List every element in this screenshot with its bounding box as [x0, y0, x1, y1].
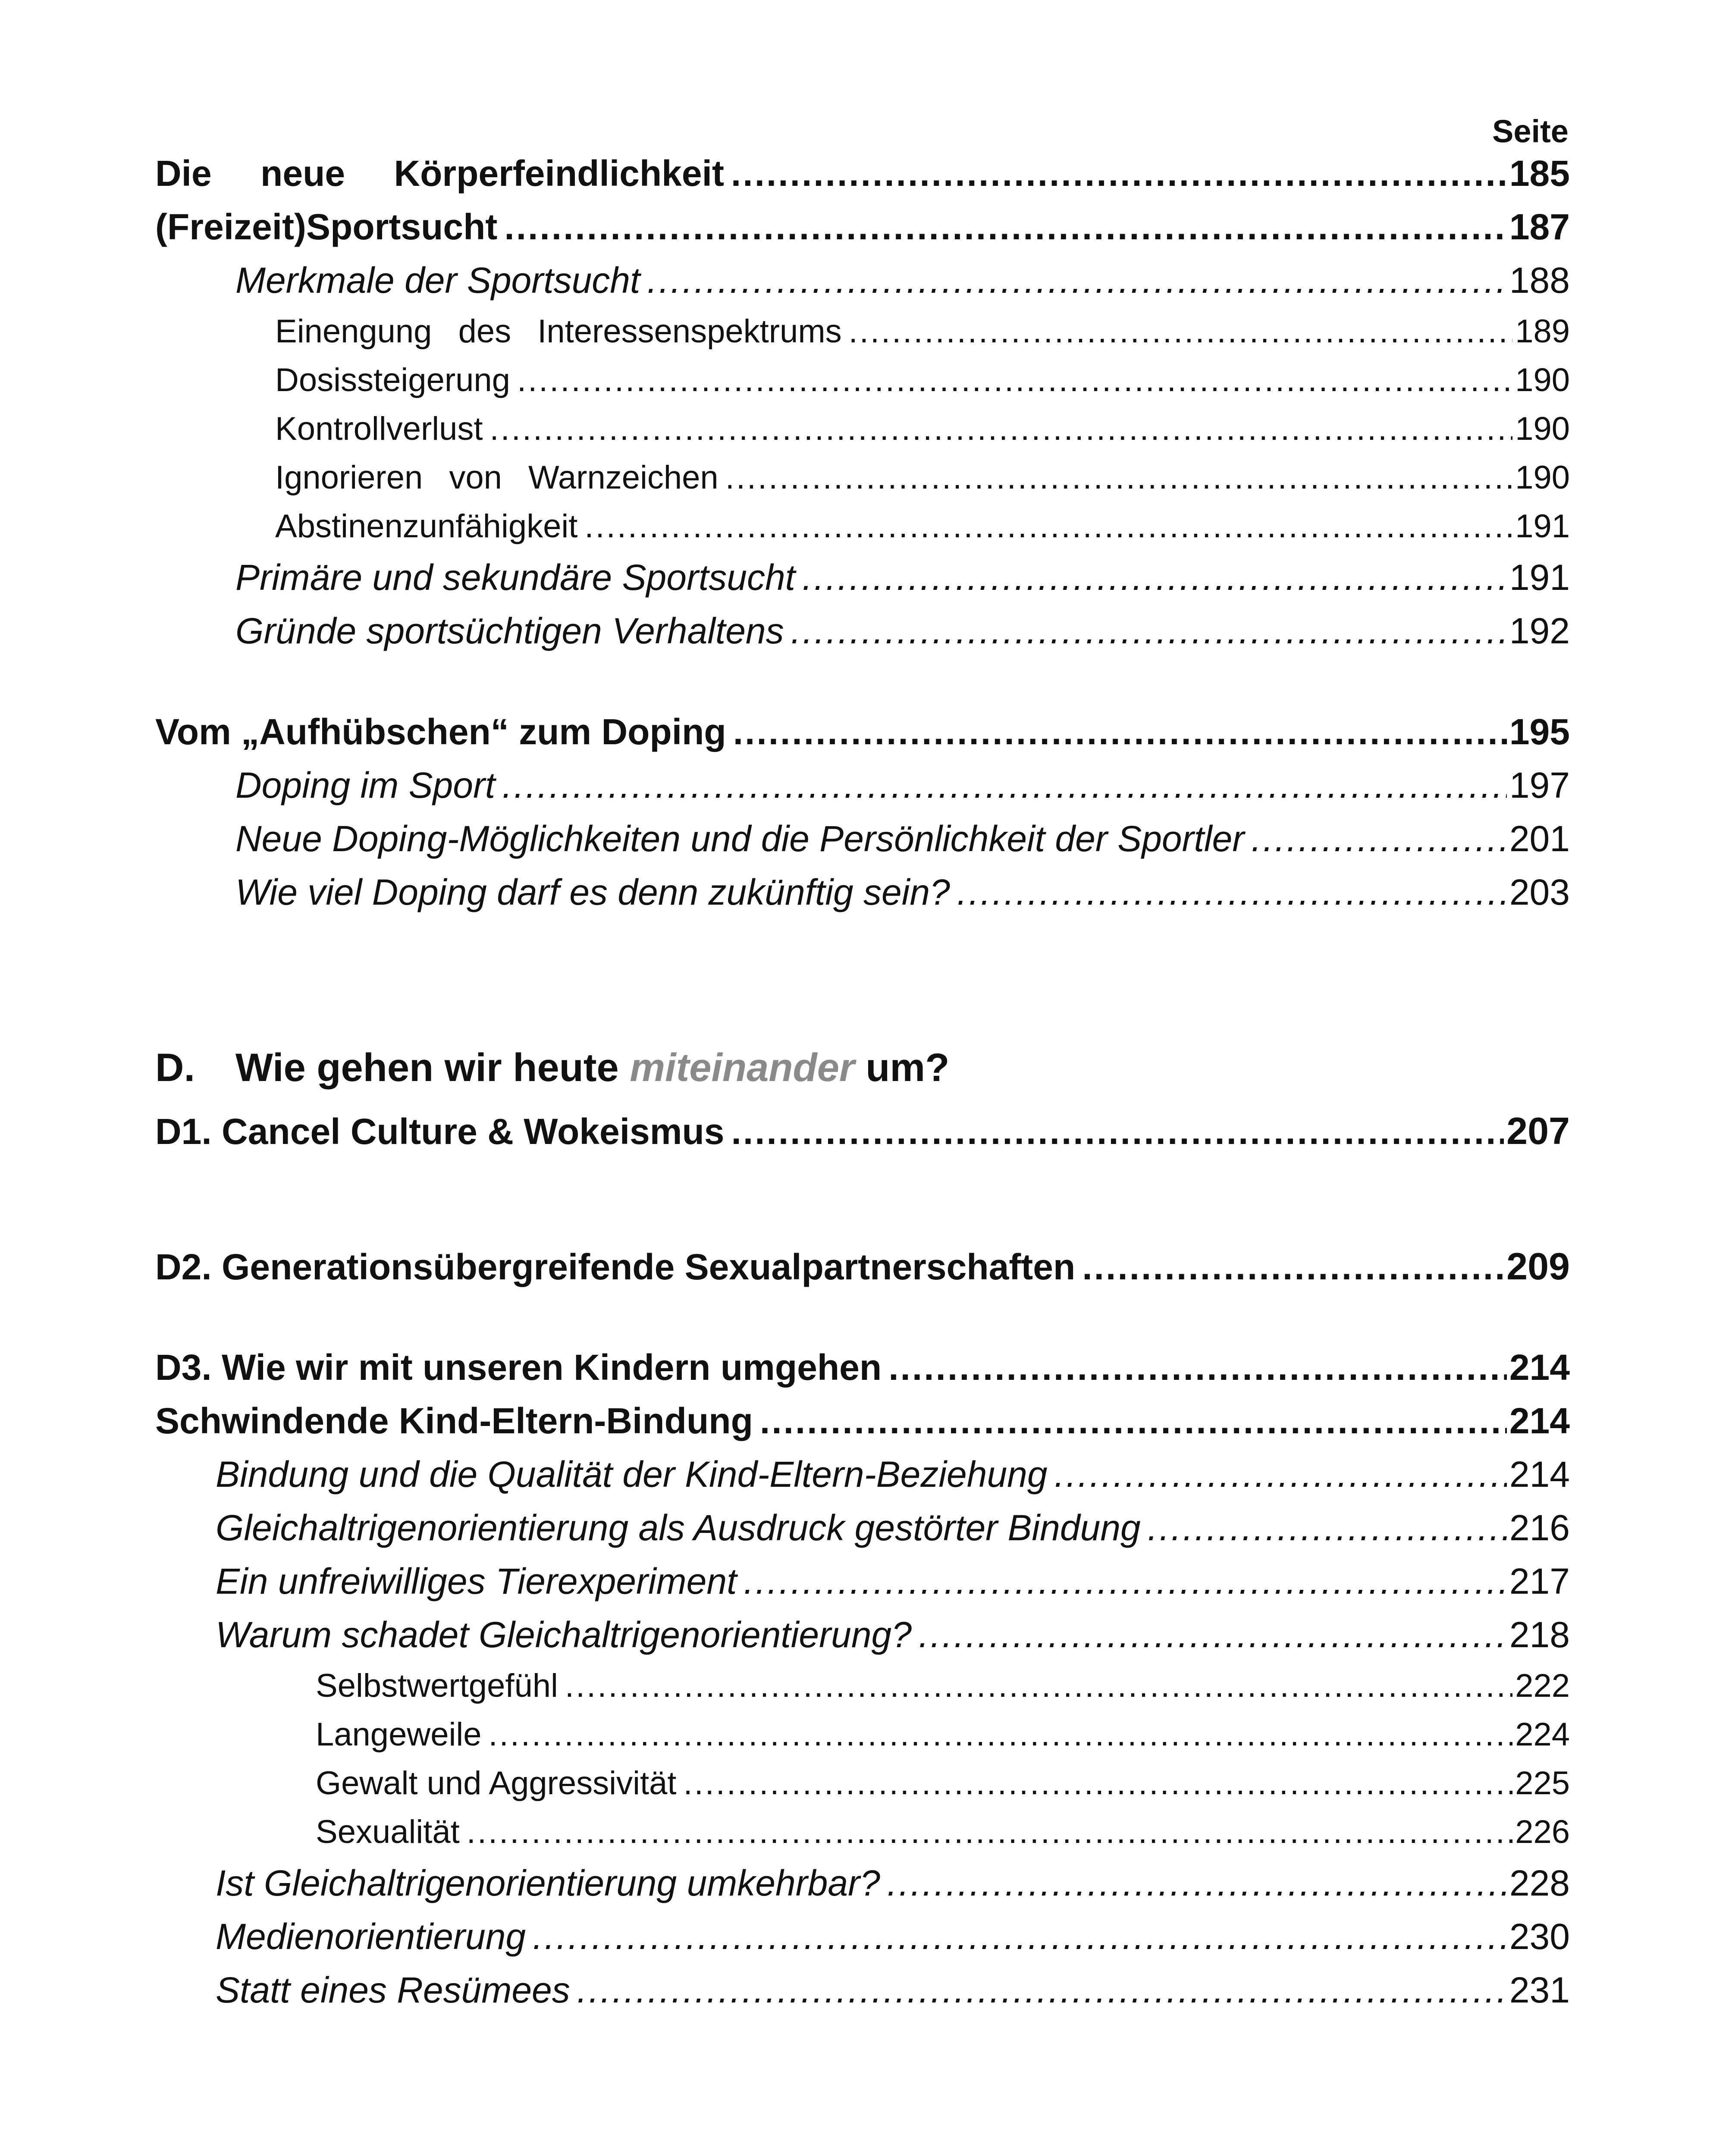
toc-entry-title: D3. Wie wir mit unseren Kindern umgehen — [155, 1347, 882, 1388]
toc-entry — [155, 1710, 1570, 1759]
toc-entry — [155, 1448, 1570, 1501]
toc-page-number: 185 — [1509, 153, 1570, 194]
toc-page-number: 188 — [1509, 260, 1570, 301]
spacer — [155, 658, 1570, 705]
toc-entry — [155, 1501, 1570, 1554]
dot-leader — [504, 200, 1506, 254]
toc-entry — [155, 1856, 1570, 1910]
toc-entry-title: D2. Generationsübergreifende Sexualpartnerschaften — [155, 1247, 1076, 1287]
dot-leader — [683, 1759, 1512, 1808]
dot-leader — [647, 254, 1506, 307]
dot-leader — [565, 1661, 1512, 1710]
dot-leader — [502, 758, 1507, 812]
toc-entry — [155, 604, 1570, 658]
toc-entry — [155, 502, 1570, 551]
toc-page-number: 214 — [1509, 1454, 1570, 1495]
toc-entry-title: Warum schadet Gleichaltrigenorientierung? — [216, 1614, 912, 1655]
toc-entry — [155, 1240, 1570, 1293]
toc-entry-title: Gleichaltrigenorientierung als Ausdruck gestörter Bindung — [216, 1507, 1141, 1548]
toc-entry-title: Doping im Sport — [235, 765, 496, 805]
toc-entry — [155, 404, 1570, 453]
dot-leader — [1054, 1448, 1507, 1501]
toc-page-number: 217 — [1509, 1561, 1570, 1601]
toc-page-number: 226 — [1515, 1814, 1570, 1850]
toc-page-number: 190 — [1515, 362, 1570, 398]
table-of-contents — [155, 147, 1570, 2017]
toc-page-number: 201 — [1509, 818, 1570, 859]
toc-entry — [155, 307, 1570, 356]
toc-entry — [155, 1394, 1570, 1448]
toc-entry — [155, 865, 1570, 919]
dot-leader — [849, 307, 1513, 356]
dot-leader — [1082, 1240, 1504, 1294]
toc-entry-title: Abstinenzunfähigkeit — [275, 508, 578, 545]
toc-page-number: 230 — [1509, 1916, 1570, 1957]
toc-page-number: 209 — [1506, 1245, 1570, 1288]
dot-leader — [533, 1910, 1507, 1963]
dot-leader — [467, 1808, 1512, 1856]
toc-page-number: 224 — [1515, 1716, 1570, 1753]
toc-entry-title: Die neue Körperfeindlichkeit — [155, 153, 724, 194]
toc-page-number: 231 — [1509, 1970, 1570, 2010]
toc-entry — [155, 1341, 1570, 1394]
section-heading-accent: miteinander — [630, 1046, 855, 1090]
toc-entry-title: Einengung des Interessenspektrums — [275, 313, 842, 350]
toc-entry — [155, 551, 1570, 604]
section-heading-text: Wie gehen wir heute — [235, 1046, 619, 1090]
dot-leader — [490, 404, 1513, 453]
toc-page-number: 216 — [1509, 1507, 1570, 1548]
toc-page-number: 203 — [1509, 872, 1570, 912]
section-heading — [155, 1031, 1570, 1104]
section-heading-text-end: um? — [866, 1046, 950, 1090]
toc-entry-title: Schwindende Kind-Eltern-Bindung — [155, 1401, 753, 1441]
spacer — [155, 1293, 1570, 1341]
dot-leader — [731, 1105, 1504, 1158]
toc-page-number: 191 — [1509, 557, 1570, 598]
toc-entry-title: Merkmale der Sportsucht — [235, 260, 640, 301]
toc-entry-title: Kontrollverlust — [275, 411, 483, 447]
dot-leader — [760, 1394, 1507, 1448]
toc-entry-title: Dosissteigerung — [275, 362, 510, 398]
toc-entry — [155, 1554, 1570, 1608]
dot-leader — [919, 1608, 1507, 1661]
toc-page-number: 195 — [1509, 711, 1570, 752]
toc-entry — [155, 147, 1570, 200]
toc-entry-title: Primäre und sekundäre Sportsucht — [235, 557, 796, 598]
toc-entry-title: Selbstwertgefühl — [316, 1667, 558, 1704]
dot-leader — [517, 356, 1512, 404]
toc-entry-title: Gründe sportsüchtigen Verhaltens — [235, 611, 784, 651]
spacer — [155, 1158, 1570, 1240]
toc-page-number: 192 — [1509, 611, 1570, 651]
toc-entry — [155, 1759, 1570, 1808]
dot-leader — [584, 502, 1512, 551]
dot-leader — [725, 453, 1512, 502]
dot-leader — [744, 1554, 1506, 1608]
dot-leader — [802, 551, 1507, 604]
toc-page-number: 218 — [1509, 1614, 1570, 1655]
dot-leader — [957, 865, 1507, 919]
toc-page-number: 190 — [1515, 411, 1570, 447]
toc-page-number: 187 — [1509, 207, 1570, 247]
spacer — [155, 919, 1570, 1031]
dot-leader — [888, 1341, 1507, 1394]
toc-page-number: 197 — [1509, 765, 1570, 805]
toc-page-number: 228 — [1509, 1863, 1570, 1903]
toc-entry — [155, 1608, 1570, 1661]
toc-entry-title: Vom „Aufhübschen“ zum Doping — [155, 711, 726, 752]
toc-entry — [155, 453, 1570, 502]
toc-page-number: 189 — [1515, 313, 1570, 350]
toc-entry — [155, 1963, 1570, 2017]
toc-entry — [155, 1661, 1570, 1710]
toc-entry-title: Gewalt und Aggressivität — [316, 1765, 677, 1802]
toc-entry-title: Ein unfreiwilliges Tierexperiment — [216, 1561, 737, 1601]
page-column-label: Seite — [1492, 113, 1569, 149]
toc-entry — [155, 812, 1570, 865]
toc-page-number: 214 — [1509, 1401, 1570, 1441]
toc-page-number: 222 — [1515, 1667, 1570, 1704]
toc-entry — [155, 1910, 1570, 1963]
section-letter: D. — [155, 1046, 195, 1090]
dot-leader — [733, 705, 1507, 758]
toc-entry — [155, 1104, 1570, 1158]
toc-entry-title: Wie viel Doping darf es denn zukünftig sein? — [235, 872, 950, 912]
toc-page-number: 207 — [1506, 1109, 1570, 1152]
toc-entry-title: Ist Gleichaltrigenorientierung umkehrbar? — [216, 1863, 880, 1903]
dot-leader — [887, 1856, 1507, 1910]
toc-page-number: 225 — [1515, 1765, 1570, 1802]
toc-entry-title: D1. Cancel Culture & Wokeismus — [155, 1111, 725, 1152]
toc-page-number: 191 — [1515, 508, 1570, 545]
toc-page-number: 190 — [1515, 459, 1570, 496]
dot-leader — [731, 147, 1507, 200]
dot-leader — [489, 1710, 1513, 1759]
toc-entry-title: Sexualität — [316, 1814, 460, 1850]
toc-entry — [155, 356, 1570, 404]
toc-entry — [155, 254, 1570, 307]
toc-entry-title: Medienorientierung — [216, 1916, 526, 1957]
toc-entry — [155, 1808, 1570, 1856]
toc-entry-title: Ignorieren von Warnzeichen — [275, 459, 719, 496]
toc-entry — [155, 758, 1570, 812]
toc-page-number: 214 — [1509, 1347, 1570, 1388]
dot-leader — [1148, 1501, 1507, 1554]
toc-entry-title: Bindung und die Qualität der Kind-Eltern-Beziehung — [216, 1454, 1048, 1495]
toc-entry-title: (Freizeit)Sportsucht — [155, 207, 498, 247]
toc-entry — [155, 705, 1570, 758]
dot-leader — [791, 604, 1507, 658]
dot-leader — [1251, 812, 1507, 865]
toc-entry-title: Neue Doping-Möglichkeiten und die Persönlichkeit der Sportler — [235, 818, 1245, 859]
toc-entry-title: Statt eines Resümees — [216, 1970, 570, 2010]
dot-leader — [577, 1963, 1507, 2017]
toc-entry-title: Langeweile — [316, 1716, 482, 1753]
toc-entry — [155, 200, 1570, 254]
